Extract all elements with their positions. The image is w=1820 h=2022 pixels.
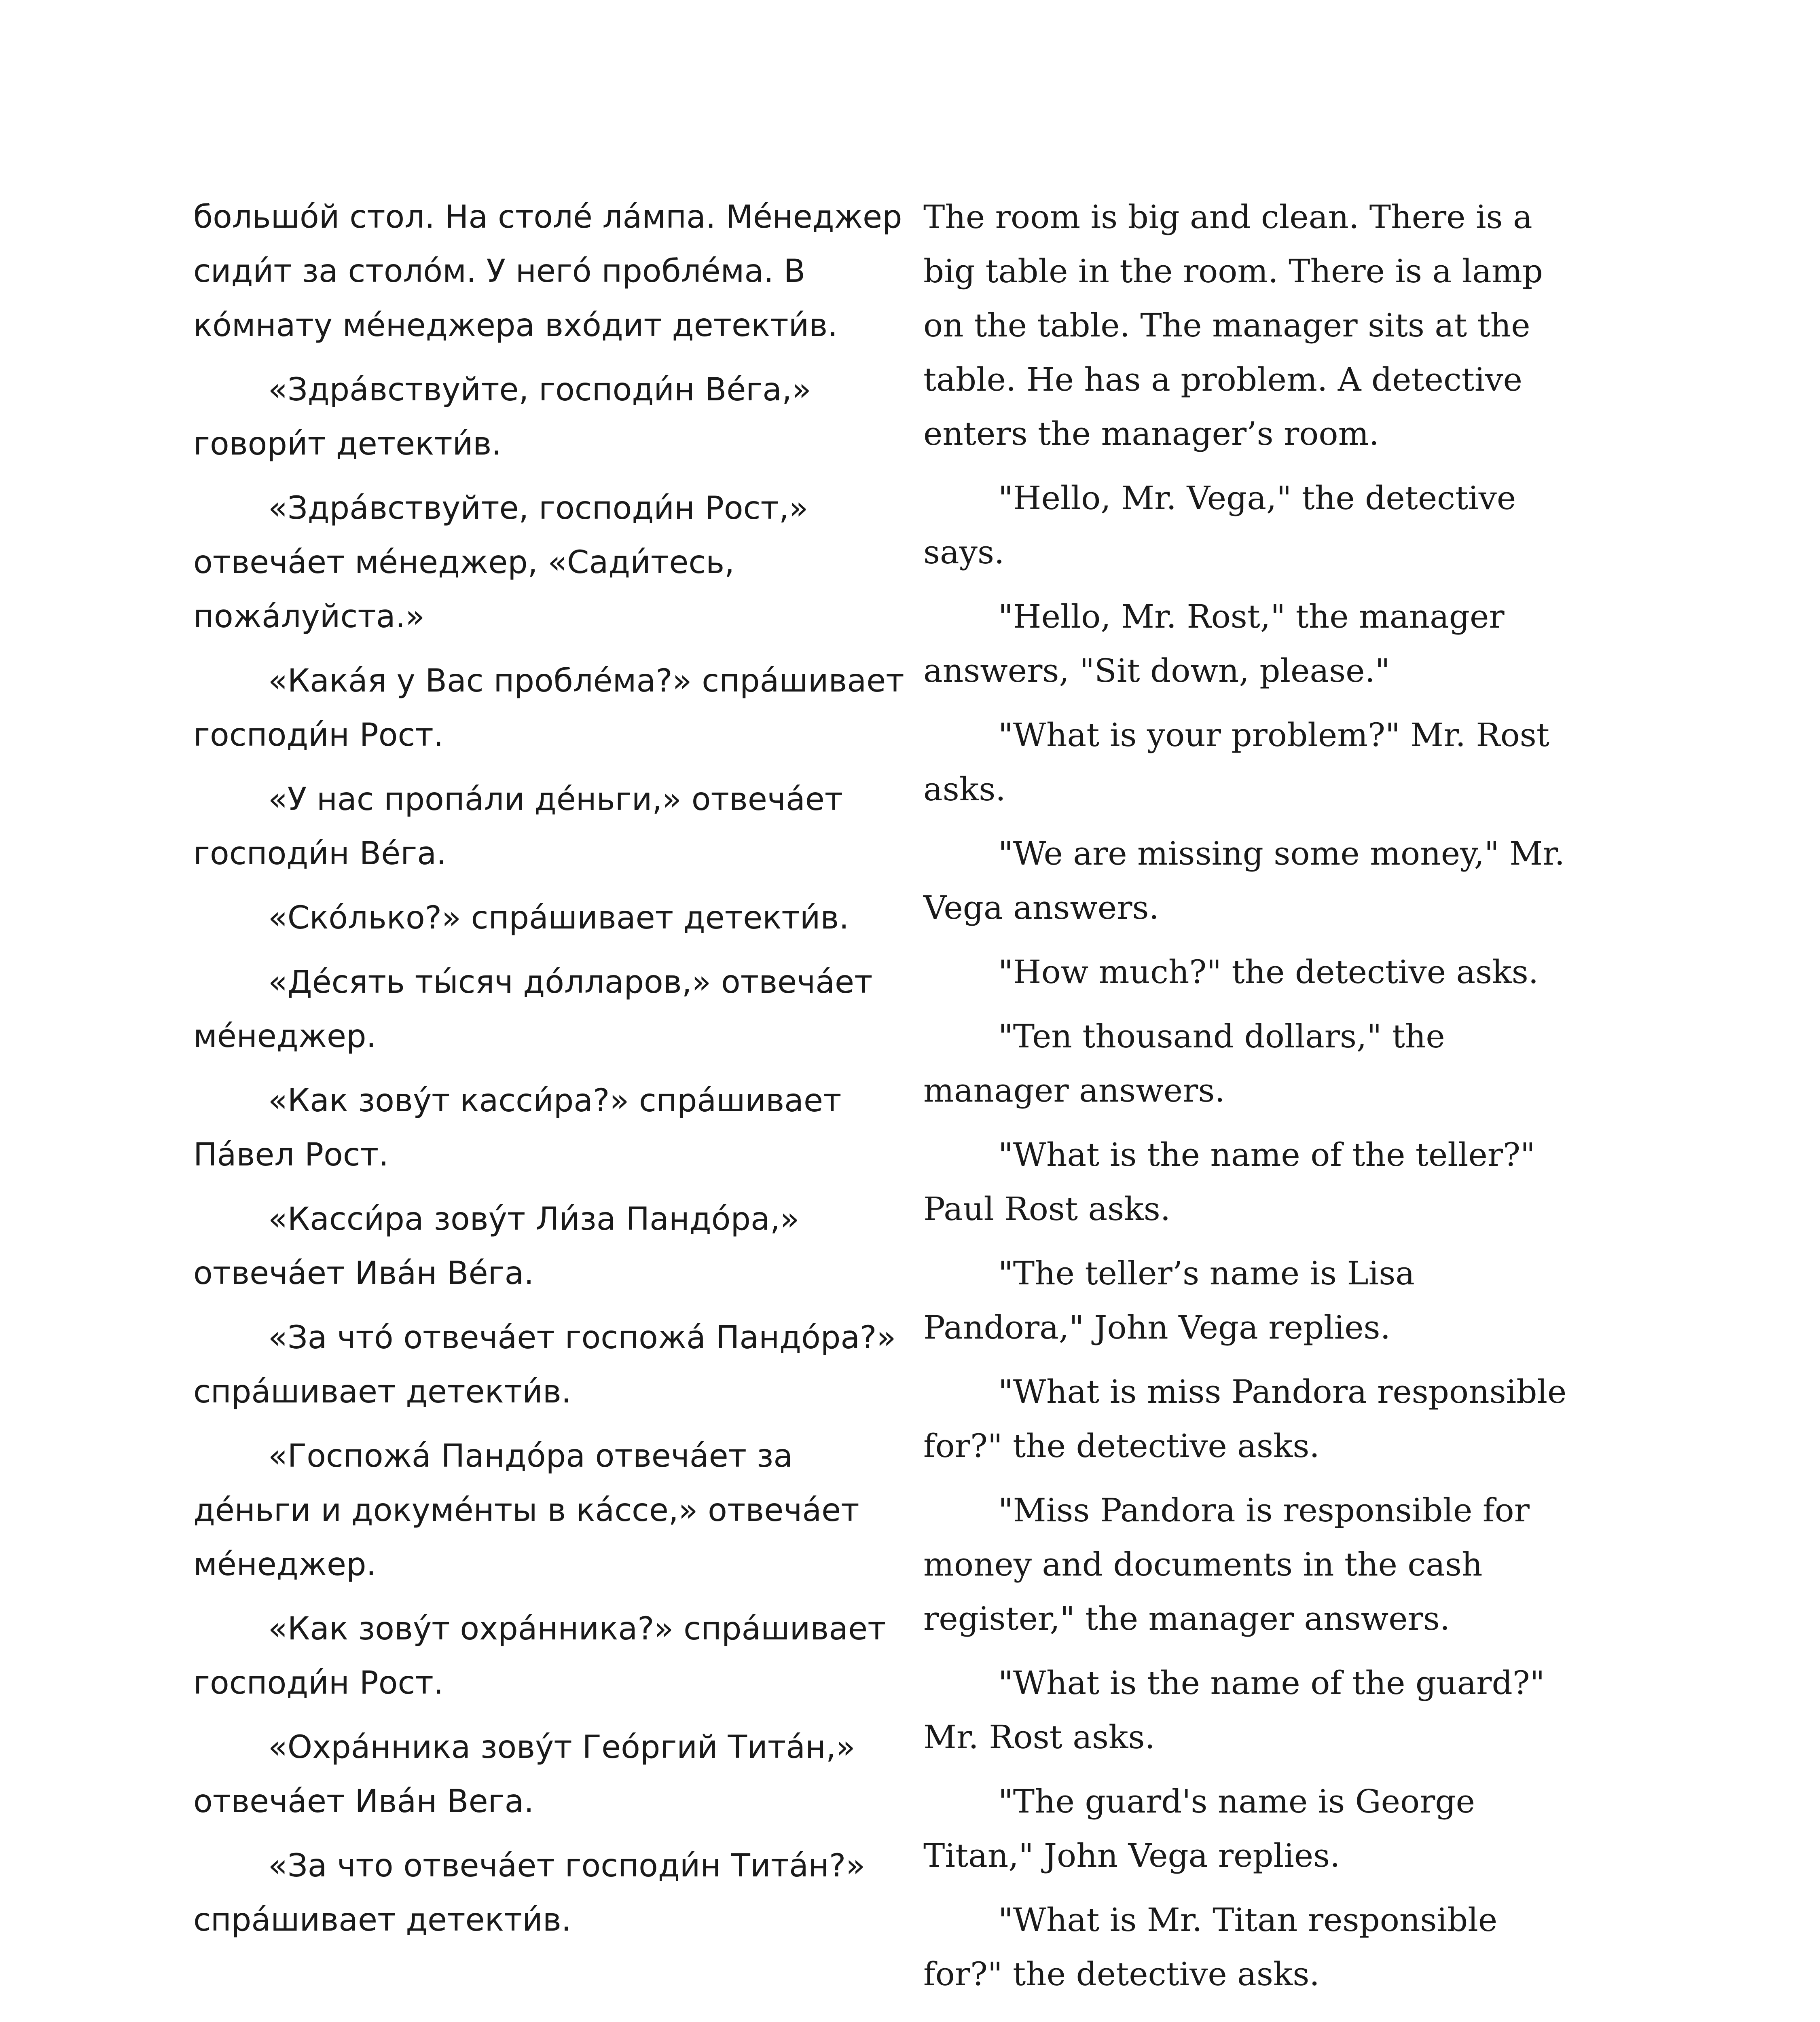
english-paragraph: "What is your problem?" Mr. Rost asks. — [923, 716, 1550, 808]
russian-paragraph: «Де́сять ты́сяч до́лларов,» отвеча́ет ме́неджер. — [193, 964, 873, 1055]
english-paragraph: "Miss Pandora is responsible for money and documents in the cash register," the manager answers. — [923, 1491, 1530, 1637]
english-paragraph: "What is the name of the teller?" Paul Rost asks. — [923, 1136, 1535, 1228]
russian-paragraph: большо́й стол. На столе́ ла́мпа. Ме́неджер сиди́т за столо́м. У него́ пробле́ма. В ко́мнату ме́неджера вхо́дит детекти́в. — [193, 199, 902, 344]
english-paragraph: "Hello, Mr. Rost," the manager answers, "Sit down, please." — [923, 598, 1505, 690]
english-text-column — [923, 190, 1579, 2011]
english-paragraph: "How much?" the detective asks. — [998, 953, 1539, 991]
russian-paragraph: «Касси́ра зову́т Ли́за Пандо́ра,» отвеча́ет Ива́н Ве́га. — [193, 1201, 800, 1292]
russian-paragraph: «Кака́я у Вас пробле́ма?» спра́шивает господи́н Рост. — [193, 663, 904, 753]
russian-paragraph: «Здра́вствуйте, господи́н Рост,» отвеча́ет ме́неджер, «Сади́тесь, пожа́луйста.» — [193, 490, 808, 635]
english-paragraph: "What is miss Pandora responsible for?" the detective asks. — [923, 1373, 1567, 1465]
russian-paragraph: «За что отвеча́ет господи́н Тита́н?» спра́шивает детекти́в. — [193, 1848, 865, 1938]
russian-paragraph: «Охра́нника зову́т Гео́ргий Тита́н,» отвеча́ет Ива́н Вега. — [193, 1729, 855, 1820]
english-paragraph: "The guard's name is George Titan," John Vega replies. — [923, 1783, 1475, 1874]
russian-paragraph: «У нас пропа́ли де́ньги,» отвеча́ет господи́н Ве́га. — [193, 781, 843, 872]
russian-paragraph: «Госпожа́ Пандо́ра отвеча́ет за де́ньги и докуме́нты в ка́ссе,» отвеча́ет ме́неджер. — [193, 1438, 859, 1583]
russian-paragraph: «Здра́вствуйте, господи́н Ве́га,» говори́т детекти́в. — [193, 372, 811, 462]
russian-paragraph: «Ско́лько?» спра́шивает детекти́в. — [268, 900, 849, 936]
russian-text-column — [193, 190, 905, 1957]
english-paragraph: The room is big and clean. There is a big table in the room. There is a lamp on the table. The manager sits at the table. He has a problem. A detective enters the manager’s room. — [923, 198, 1543, 453]
russian-paragraph: «Как зову́т охра́нника?» спра́шивает господи́н Рост. — [193, 1611, 886, 1701]
english-paragraph: "Ten thousand dollars," the manager answers. — [923, 1017, 1445, 1109]
english-paragraph: "We are missing some money," Mr. Vega answers. — [923, 835, 1565, 926]
english-paragraph: "Hello, Mr. Vega," the detective says. — [923, 479, 1516, 571]
english-paragraph: "The teller’s name is Lisa Pandora," John Vega replies. — [923, 1254, 1415, 1346]
russian-paragraph: «За что́ отвеча́ет госпожа́ Пандо́ра?» спра́шивает детекти́в. — [193, 1320, 896, 1410]
english-paragraph: "What is the name of the guard?" Mr. Rost asks. — [923, 1664, 1545, 1756]
english-paragraph: "What is Mr. Titan responsible for?" the detective asks. — [923, 1901, 1498, 1993]
russian-paragraph: «Как зову́т касси́ра?» спра́шивает Па́вел Рост. — [193, 1083, 842, 1173]
